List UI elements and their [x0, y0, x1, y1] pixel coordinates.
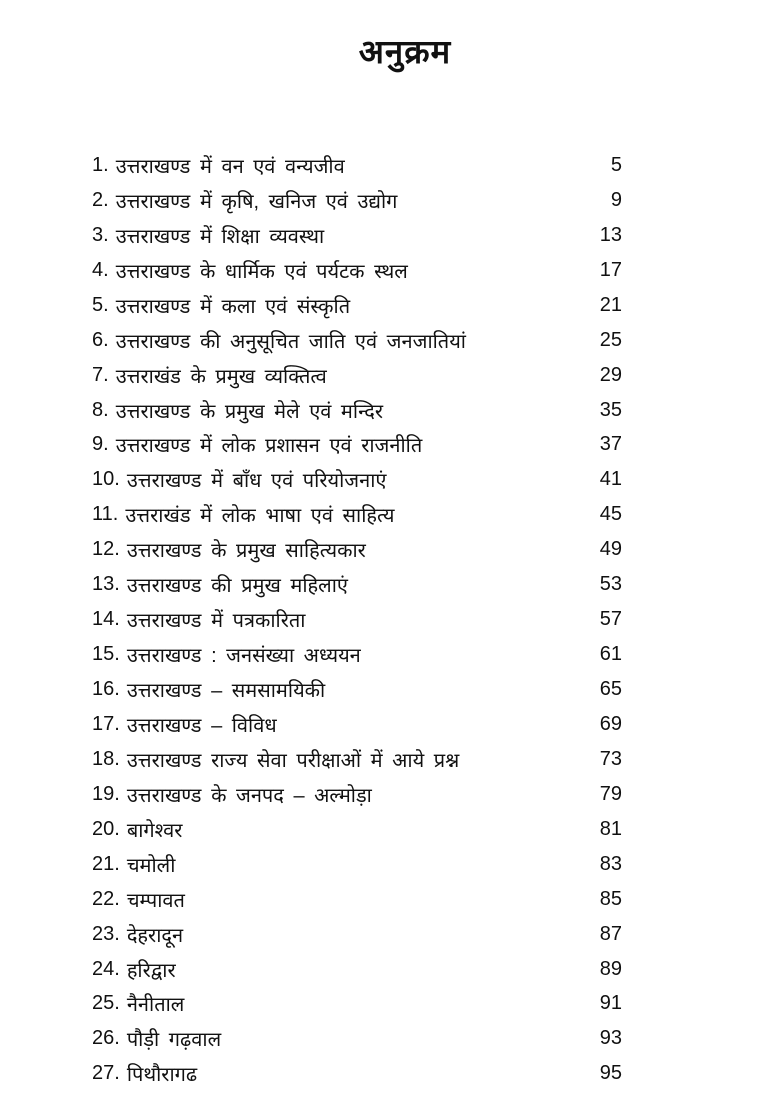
entry-number: 6.: [92, 328, 109, 351]
entry-page-number: 73: [599, 747, 622, 770]
entry-title: उत्तराखण्ड में बाँध एवं परियोजनाएं: [126, 470, 387, 493]
entry-page-number: 53: [599, 573, 622, 596]
entry-number: 23.: [92, 922, 120, 945]
entry-title: उत्तराखण्ड की प्रमुख महिलाएं: [126, 575, 348, 598]
toc-entry: [92, 532, 622, 567]
entry-number: 12.: [92, 538, 120, 561]
entry-number: 21.: [92, 852, 120, 875]
entry-page-number: 69: [599, 712, 622, 735]
entry-number: 15.: [92, 643, 120, 666]
entry-number: 25.: [92, 992, 120, 1015]
entry-number: 19.: [92, 782, 120, 805]
entry-title: उत्तराखण्ड के जनपद – अल्मोड़ा: [126, 784, 372, 807]
entry-title: देहरादून: [126, 924, 184, 947]
page-title: अनुक्रम: [358, 33, 452, 70]
entry-page-number: 95: [599, 1062, 622, 1085]
entry-title: उत्तराखण्ड – समसामयिकी: [126, 680, 326, 703]
entry-page-number: 85: [599, 887, 622, 910]
entry-page-number: 13: [599, 223, 622, 246]
entry-title: उत्तराखण्ड : जनसंख्या अध्ययन: [126, 645, 361, 668]
toc-entry: [92, 742, 622, 777]
entry-number: 26.: [92, 1027, 120, 1050]
entry-page-number: 87: [599, 922, 622, 945]
entry-title: उत्तराखण्ड के धार्मिक एवं पर्यटक स्थल: [115, 260, 408, 283]
entry-page-number: 25: [599, 328, 622, 351]
entry-title: चम्पावत: [126, 889, 185, 912]
toc-entry: [92, 847, 622, 882]
toc-entry: [92, 462, 622, 497]
entry-title: उत्तराखण्ड में शिक्षा व्यवस्था: [115, 225, 325, 248]
entry-number: 9.: [92, 433, 109, 456]
toc-entry: [92, 567, 622, 602]
entry-page-number: 5: [610, 153, 622, 176]
entry-number: 3.: [92, 223, 109, 246]
entry-number: 17.: [92, 712, 120, 735]
entry-title: उत्तराखण्ड में कला एवं संस्कृति: [115, 295, 351, 318]
entry-page-number: 89: [599, 957, 622, 980]
entry-title: उत्तराखण्ड की अनुसूचित जाति एवं जनजातियां: [115, 330, 466, 353]
entry-page-number: 9: [610, 188, 622, 211]
entry-number: 1.: [92, 153, 109, 176]
entry-number: 13.: [92, 573, 120, 596]
toc-entry: [92, 218, 622, 253]
entry-title: उत्तराखण्ड में वन एवं वन्यजीव: [115, 155, 345, 178]
entry-title: पौड़ी गढ़वाल: [126, 1029, 222, 1052]
toc-entry: [92, 987, 622, 1022]
toc-entry: [92, 497, 622, 532]
toc-entry: [92, 777, 622, 812]
table-of-contents: [92, 148, 622, 1091]
entry-page-number: 61: [599, 643, 622, 666]
entry-number: 27.: [92, 1062, 120, 1085]
entry-page-number: 41: [599, 468, 622, 491]
toc-entry: [92, 602, 622, 637]
entry-title: नैनीताल: [126, 994, 185, 1017]
entry-number: 2.: [92, 188, 109, 211]
entry-title: उत्तराखण्ड में लोक प्रशासन एवं राजनीति: [115, 435, 423, 458]
entry-title: उत्तराखण्ड – विविध: [126, 714, 277, 737]
toc-entry: [92, 672, 622, 707]
entry-page-number: 17: [599, 258, 622, 281]
entry-title: उत्तराखंड में लोक भाषा एवं साहित्य: [125, 505, 395, 528]
toc-entry: [92, 428, 622, 463]
toc-entry: [92, 253, 622, 288]
entry-number: 20.: [92, 817, 120, 840]
toc-entry: [92, 323, 622, 358]
entry-page-number: 91: [599, 992, 622, 1015]
entry-number: 11.: [92, 503, 119, 526]
entry-page-number: 29: [599, 363, 622, 386]
entry-page-number: 45: [599, 503, 622, 526]
entry-number: 22.: [92, 887, 120, 910]
entry-page-number: 65: [599, 678, 622, 701]
entry-number: 5.: [92, 293, 109, 316]
entry-page-number: 49: [599, 538, 622, 561]
entry-page-number: 83: [599, 852, 622, 875]
entry-number: 14.: [92, 608, 120, 631]
entry-page-number: 81: [599, 817, 622, 840]
entry-number: 7.: [92, 363, 109, 386]
entry-title: उत्तराखण्ड के प्रमुख मेले एवं मन्दिर: [115, 400, 384, 423]
toc-entry: [92, 358, 622, 393]
entry-title: उत्तराखंड के प्रमुख व्यक्तित्व: [115, 365, 327, 388]
entry-page-number: 21: [599, 293, 622, 316]
entry-title: उत्तराखण्ड में पत्रकारिता: [126, 610, 306, 633]
entry-title: चमोली: [126, 854, 176, 877]
entry-number: 10.: [92, 468, 120, 491]
toc-entry: [92, 148, 622, 183]
entry-number: 4.: [92, 258, 109, 281]
toc-entry: [92, 288, 622, 323]
entry-title: पिथौरागढ: [126, 1064, 198, 1087]
entry-number: 24.: [92, 957, 120, 980]
entry-title: हरिद्वार: [126, 959, 176, 982]
entry-title: उत्तराखण्ड के प्रमुख साहित्यकार: [126, 540, 366, 563]
toc-entry: [92, 637, 622, 672]
entry-title: उत्तराखण्ड में कृषि, खनिज एवं उद्योग: [115, 190, 398, 213]
toc-entry: [92, 812, 622, 847]
entry-title: उत्तराखण्ड राज्य सेवा परीक्षाओं में आये प्रश्न: [126, 749, 460, 772]
toc-entry: [92, 952, 622, 987]
entry-number: 16.: [92, 678, 120, 701]
toc-entry: [92, 917, 622, 952]
entry-page-number: 57: [599, 608, 622, 631]
toc-entry: [92, 1056, 622, 1091]
toc-entry: [92, 183, 622, 218]
entry-number: 18.: [92, 747, 120, 770]
toc-entry: [92, 393, 622, 428]
entry-page-number: 35: [599, 398, 622, 421]
entry-number: 8.: [92, 398, 109, 421]
entry-page-number: 37: [599, 433, 622, 456]
entry-page-number: 79: [599, 782, 622, 805]
entry-page-number: 93: [599, 1027, 622, 1050]
entry-title: बागेश्वर: [126, 819, 183, 842]
toc-entry: [92, 1021, 622, 1056]
toc-entry: [92, 882, 622, 917]
toc-entry: [92, 707, 622, 742]
